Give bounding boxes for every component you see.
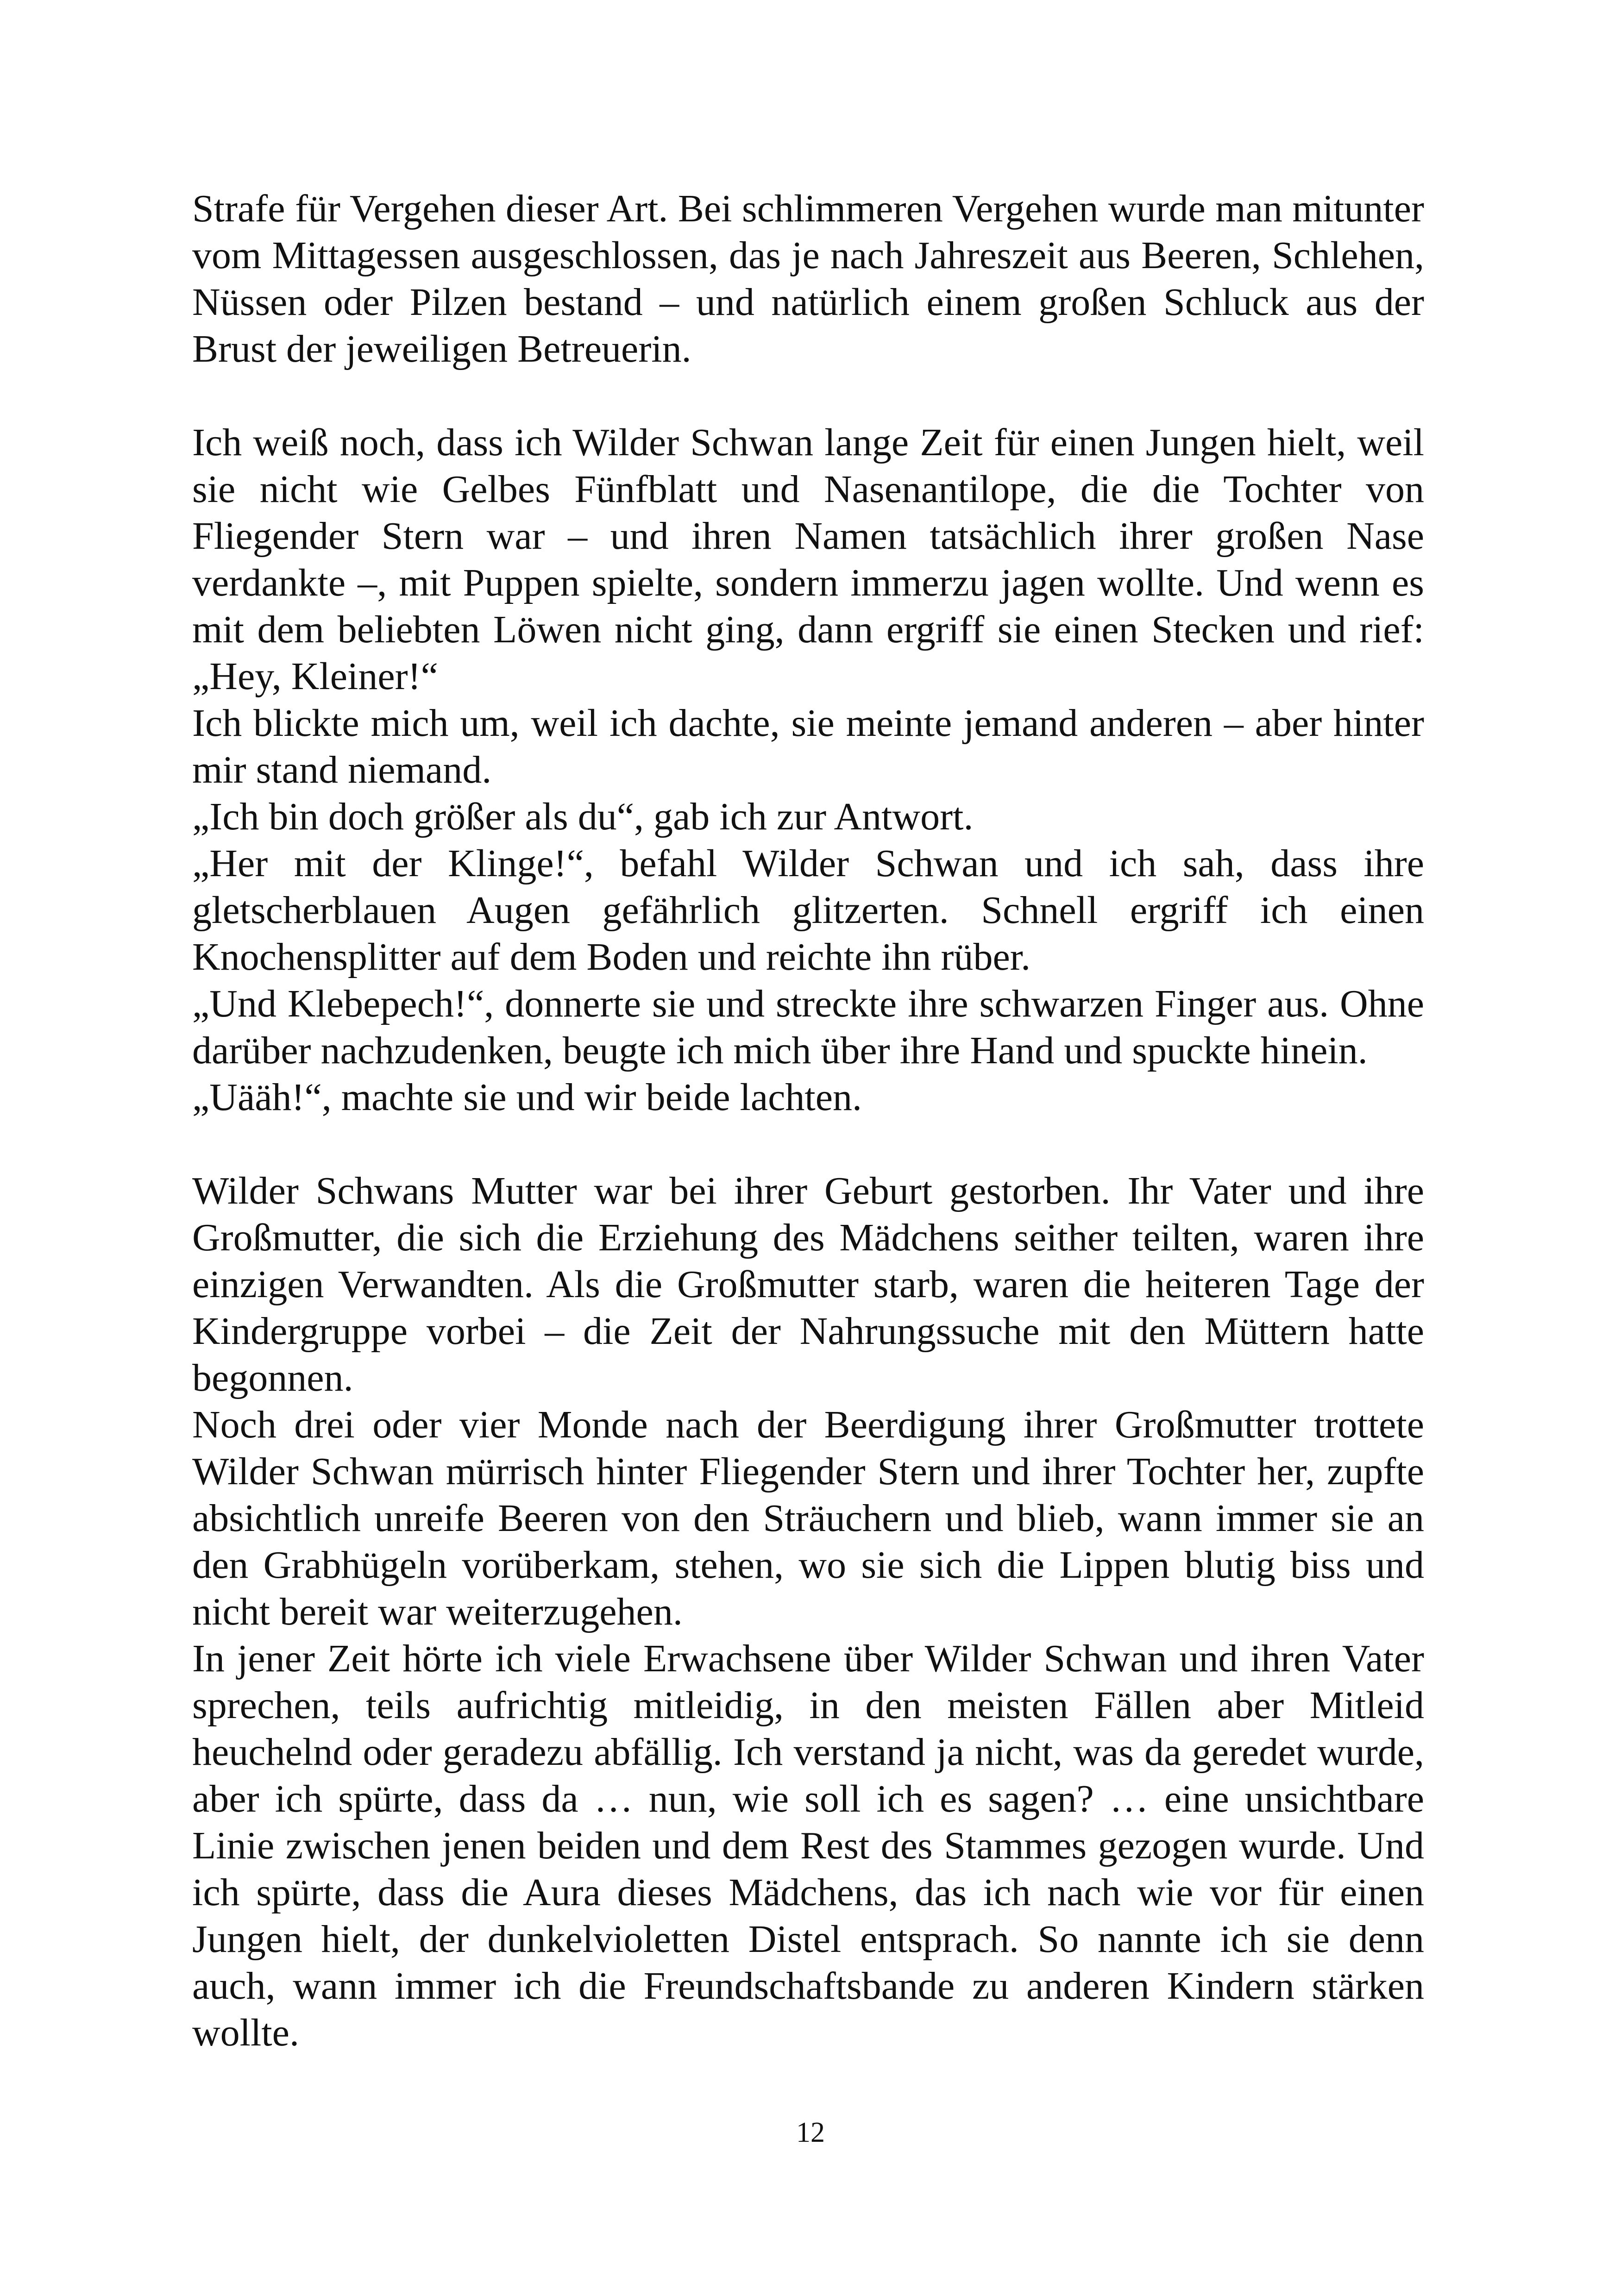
paragraph: Ich weiß noch, dass ich Wilder Schwan lange Zeit für einen Jungen hielt, weil sie nicht wie Gelbes Fünfblatt und Nasenantilope, die die Tochter von Fliegender Stern war – und ihren Namen tatsächlich ihrer großen Nase verdankte –, mit Puppen spielte, sondern immerzu jagen wollte. Und wenn es mit dem beliebten Löwen nicht ging, dann ergriff sie einen Stecken und rief: „Hey, Kleiner!“ <box>192 421 1424 698</box>
paragraph: In jener Zeit hörte ich viele Erwachsene über Wilder Schwan und ihren Vater sprechen, teils aufrichtig mitleidig, in den meisten Fällen aber Mitleid heuchelnd oder geradezu abfällig. Ich verstand ja nicht, was da geredet wurde, aber ich spürte, dass da … nun, wie soll ich es sagen? … eine unsichtbare Linie zwischen jenen beiden und dem Rest des Stammes gezogen wurde. Und ich spürte, dass die Aura dieses Mädchens, das ich nach wie vor für einen Jungen hielt, der dunkelvioletten Distel entsprach. So nannte ich sie denn auch, wann immer ich die Freundschaftsbande zu anderen Kindern stärken wollte. <box>192 1637 1424 2054</box>
paragraph: Ich blickte mich um, weil ich dachte, sie meinte jemand anderen – aber hinter mir stand niemand. <box>192 702 1424 791</box>
body-text <box>192 185 1424 2056</box>
paragraph: Wilder Schwans Mutter war bei ihrer Geburt gestorben. Ihr Vater und ihre Großmutter, die sich die Erziehung des Mädchens seither teilten, waren ihre einzigen Verwandten. Als die Großmutter starb, waren die heiteren Tage der Kindergruppe vorbei – die Zeit der Nahrungssuche mit den Müttern hatte begonnen. <box>192 1169 1424 1399</box>
paragraph: „Uääh!“, machte sie und wir beide lachten. <box>192 1076 862 1119</box>
page-number: 12 <box>796 2117 825 2148</box>
paragraph: „Her mit der Klinge!“, befahl Wilder Schwan und ich sah, dass ihre gletscherblauen Augen gefährlich glitzerten. Schnell ergriff ich einen Knochensplitter auf dem Boden und reichte ihn rüber. <box>192 842 1424 979</box>
paragraph: „Und Klebepech!“, donnerte sie und streckte ihre schwarzen Finger aus. Ohne darüber nachzudenken, beugte ich mich über ihre Hand und spuckte hinein. <box>192 982 1424 1072</box>
paragraph: „Ich bin doch größer als du“, gab ich zur Antwort. <box>192 795 974 838</box>
paragraph: Noch drei oder vier Monde nach der Beerdigung ihrer Großmutter trottete Wilder Schwan mürrisch hinter Fliegender Stern und ihrer Tochter her, zupfte absichtlich unreife Beeren von den Sträuchern und blieb, wann immer sie an den Grabhügeln vorüberkam, stehen, wo sie sich die Lippen blutig biss und nicht bereit war weiterzugehen. <box>192 1403 1424 1633</box>
paragraph: Strafe für Vergehen dieser Art. Bei schlimmeren Vergehen wurde man mitunter vom Mittagessen ausgeschlossen, das je nach Jahreszeit aus Beeren, Schlehen, Nüssen oder Pilzen bestand – und natürlich einem großen Schluck aus der Brust der jeweiligen Betreuerin. <box>192 187 1424 370</box>
